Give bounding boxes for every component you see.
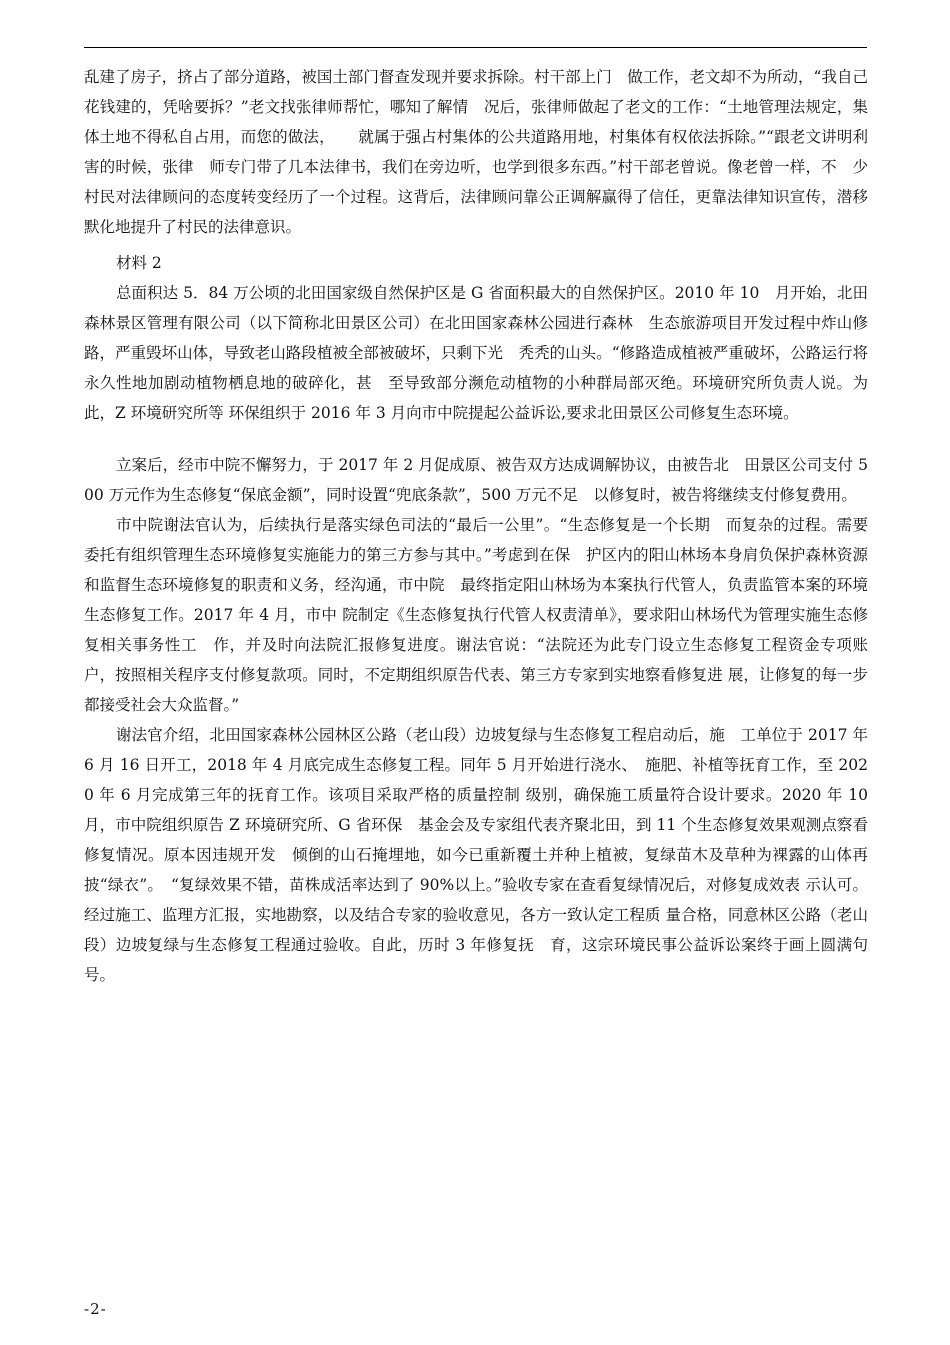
material-heading: 材料 2 [116, 254, 162, 272]
paragraph-5: 谢法官介绍，北田国家森林公园林区公路（老山段）边坡复绿与生态修复工程启动后，施 工单位于 2017 年 6 月 16 日开工，2018 年 4 月底完成生态修复工程。同年 5 月开始进行浇水、 施肥、补植等抚育工作，至 2020 年 6 月完成第三年的抚育工作。该项目采取严格的质量控制 级别，确保施工质量符合设计要求。2020 年 10 月，市中院组织原告 Z 环境研究所、G 省环保 基金会及专家组代表齐聚北田，到 11 个生态修复效果观测点察看修复情况。原本因违规开发 倾倒的山石掩埋地，如今已重新覆土并种上植被，复绿苗木及草种为裸露的山体再披“绿衣”。 “复绿效果不错，苗株成活率达到了 90%以上。”验收专家在查看复绿情况后，对修复成效表 示认可。经过施工、监理方汇报，实地勘察，以及结合专家的验收意见，各方一致认定工程质 量合格，同意林区公路（老山段）边坡复绿与生态修复工程通过验收。自此，历时 3 年修复抚 育，这宗环境民事公益诉讼案终于画上圆满句号。 [84, 726, 868, 984]
page-number: -2- [84, 1300, 107, 1318]
paragraph-3: 立案后，经市中院不懈努力，于 2017 年 2 月促成原、被告双方达成调解协议，由被告北 田景区公司支付 500 万元作为生态修复“保底金额”，同时设置“兜底条款”，500 万元不足 以修复时，被告将继续支付修复费用。 [84, 456, 868, 504]
paragraph-2: 总面积达 5．84 万公顷的北田国家级自然保护区是 G 省面积最大的自然保护区。2010 年 10 月开始，北田森林景区管理有限公司（以下简称北田景区公司）在北田国家森林公园进行森林 生态旅游项目开发过程中炸山修路，严重毁坏山体，导致老山路段植被全部被破坏，只剩下光 秃秃的山头。“修路造成植被严重破坏，公路运行将永久性地加剧动植物栖息地的破碎化，甚 至导致部分濒危动植物的小种群局部灭绝。环境研究所负责人说。为此，Z 环境研究所等 环保组织于 2016 年 3 月向市中院提起公益诉讼,要求北田景区公司修复生态环境。 [84, 284, 868, 422]
spacer [84, 428, 868, 450]
header-rule [84, 47, 867, 48]
document-body [84, 62, 868, 990]
paragraph-4: 市中院谢法官认为，后续执行是落实绿色司法的“最后一公里”。“生态修复是一个长期 而复杂的过程。需要委托有组织管理生态环境修复实施能力的第三方参与其中。”考虑到在保 护区内的阳山林场本身肩负保护森林资源和监督生态环境修复的职责和义务，经沟通，市中院 最终指定阳山林场为本案执行代管人，负责监管本案的环境生态修复工作。2017 年 4 月，市中 院制定《生态修复执行代管人权责清单》，要求阳山林场代为管理实施生态修复相关事务性工 作，并及时向法院汇报修复进度。谢法官说：“法院还为此专门设立生态修复工程资金专项账 户，按照相关程序支付修复款项。同时，不定期组织原告代表、第三方专家到实地察看修复进 展，让修复的每一步都接受社会大众监督。” [84, 516, 868, 714]
paragraph-1: 乱建了房子，挤占了部分道路，被国土部门督查发现并要求拆除。村干部上门 做工作，老文却不为所动，“我自己花钱建的，凭啥要拆？”老文找张律师帮忙，哪知了解情 况后，张律师做起了老文的工作：“土地管理法规定，集体土地不得私自占用，而您的做法， 就属于强占村集体的公共道路用地，村集体有权依法拆除。”“跟老文讲明利害的时候，张律 师专门带了几本法律书，我们在旁边听，也学到很多东西。”村干部老曾说。像老曾一样，不 少村民对法律顾问的态度转变经历了一个过程。这背后，法律顾问靠公正调解赢得了信任，更靠法律知识宣传，潜移默化地提升了村民的法律意识。 [84, 68, 868, 236]
